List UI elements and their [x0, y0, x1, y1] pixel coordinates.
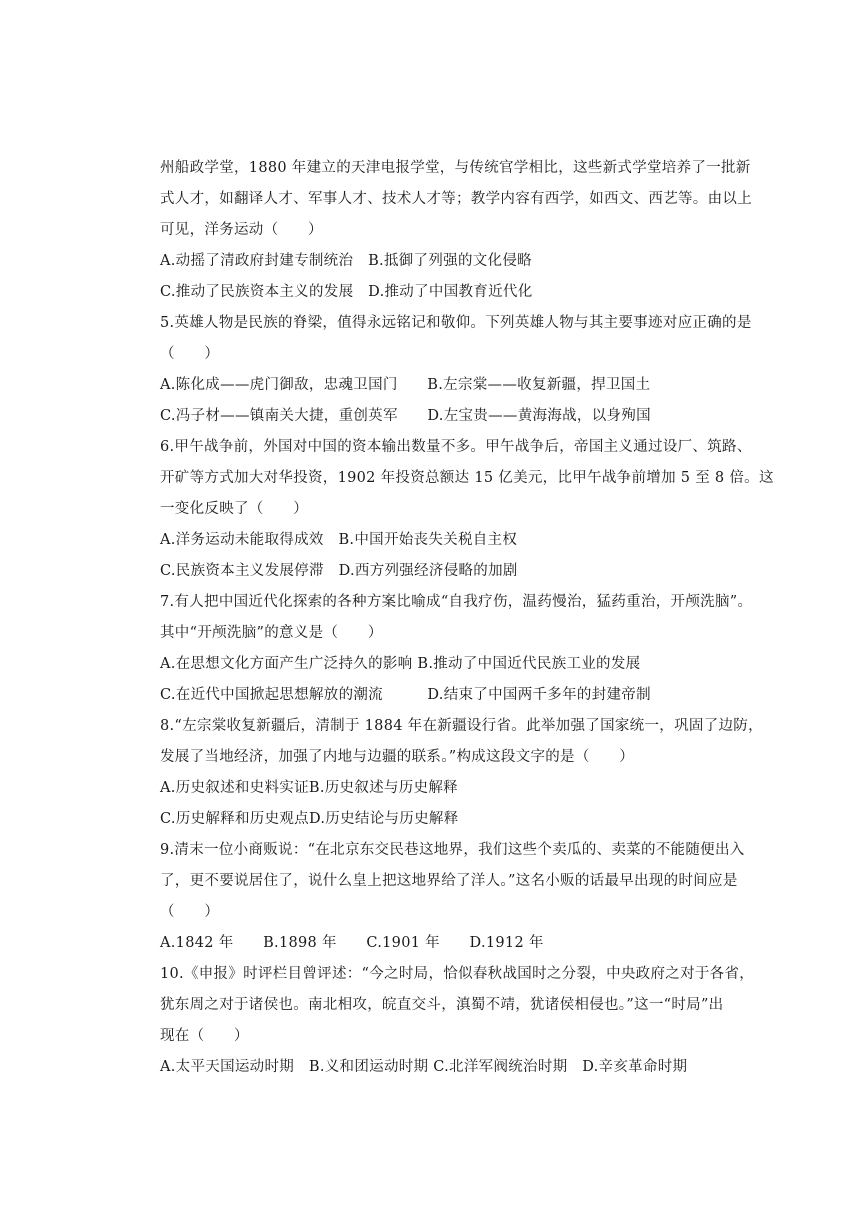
q9-stem-line-2: 了，更不要说居住了，说什么皇上把这地界给了洋人。”这名小贩的话最早出现的时间应是 [160, 873, 738, 889]
q6-stem-line-3: 一变化反映了（ ） [160, 501, 308, 517]
q10-stem-line-2: 犹东周之对于诸侯也。南北相攻，皖直交斗，滇蜀不靖，犹诸侯相侵也。”这一“时局”出 [160, 997, 724, 1013]
q10-options: A.太平天国运动时期 B.义和团运动时期 C.北洋军阀统治时期 D.辛亥革命时期 [160, 1059, 688, 1075]
q4-stem-line-3: 可见，洋务运动（ ） [160, 222, 323, 238]
q4-options-cd: C.推动了民族资本主义的发展 D.推动了中国教育近代化 [160, 284, 533, 300]
q4-options-ab: A.动摇了清政府封建专制统治 B.抵御了列强的文化侵略 [160, 253, 532, 269]
q6-stem-line-2: 开矿等方式加大对华投资，1902 年投资总额达 15 亿美元，比甲午战争前增加 5 至 8 倍。这 [160, 470, 774, 486]
q8-stem-line-1: 8.“左宗棠收复新疆后，清制于 1884 年在新疆设行省。此举加强了国家统一，巩固了边防， [160, 718, 763, 734]
q6-options-ab: A.洋务运动未能取得成效 B.中国开始丧失关税自主权 [160, 532, 518, 548]
q5-options-cd: C.冯子材——镇南关大捷，重创英军 D.左宝贵——黄海海战，以身殉国 [160, 408, 651, 424]
q9-stem-line-1: 9.清末一位小商贩说：“在北京东交民巷这地界，我们这些个卖瓜的、卖菜的不能随便出入 [160, 842, 745, 858]
q8-stem-line-2: 发展了当地经济，加强了内地与边疆的联系。”构成这段文字的是（ ） [160, 749, 635, 765]
q5-stem-line-1: 5.英雄人物是民族的脊梁，值得永远铭记和敬仰。下列英雄人物与其主要事迹对应正确的是 [160, 315, 752, 331]
q7-stem-line-2: 其中“开颅洗脑”的意义是（ ） [160, 625, 383, 641]
q7-options-cd: C.在近代中国掀起思想解放的潮流 D.结束了中国两千多年的封建帝制 [160, 687, 651, 703]
q8-options-cd: C.历史解释和历史观点D.历史结论与历史解释 [160, 811, 459, 827]
q4-stem-line-1: 州船政学堂，1880 年建立的天津电报学堂，与传统官学相比，这些新式学堂培养了一批新 [160, 160, 751, 176]
q10-stem-line-1: 10.《申报》时评栏目曾评述：“今之时局，恰似春秋战国时之分裂，中央政府之对于各省， [160, 966, 755, 982]
q5-options-ab: A.陈化成——虎门御敌，忠魂卫国门 B.左宗棠——收复新疆，捍卫国土 [160, 377, 651, 393]
q6-options-cd: C.民族资本主义发展停滞 D.西方列强经济侵略的加剧 [160, 563, 518, 579]
q9-options: A.1842 年 B.1898 年 C.1901 年 D.1912 年 [160, 935, 544, 951]
q8-options-ab: A.历史叙述和史料实证B.历史叙述与历史解释 [160, 780, 458, 796]
q4-stem-line-2: 式人才，如翻译人才、军事人才、技术人才等；教学内容有西学，如西文、西艺等。由以上 [160, 191, 752, 207]
q7-stem-line-1: 7.有人把中国近代化探索的各种方案比喻成“自我疗伤，温药慢治，猛药重治，开颅洗脑”。 [160, 594, 753, 610]
q7-options-ab: A.在思想文化方面产生广泛持久的影响 B.推动了中国近代民族工业的发展 [160, 656, 641, 672]
q6-stem-line-1: 6.甲午战争前，外国对中国的资本输出数量不多。甲午战争后，帝国主义通过设厂、筑路、 [160, 439, 752, 455]
q5-stem-line-2: （ ） [160, 346, 220, 362]
q9-stem-line-3: （ ） [160, 904, 220, 920]
q10-stem-line-3: 现在（ ） [160, 1028, 249, 1044]
